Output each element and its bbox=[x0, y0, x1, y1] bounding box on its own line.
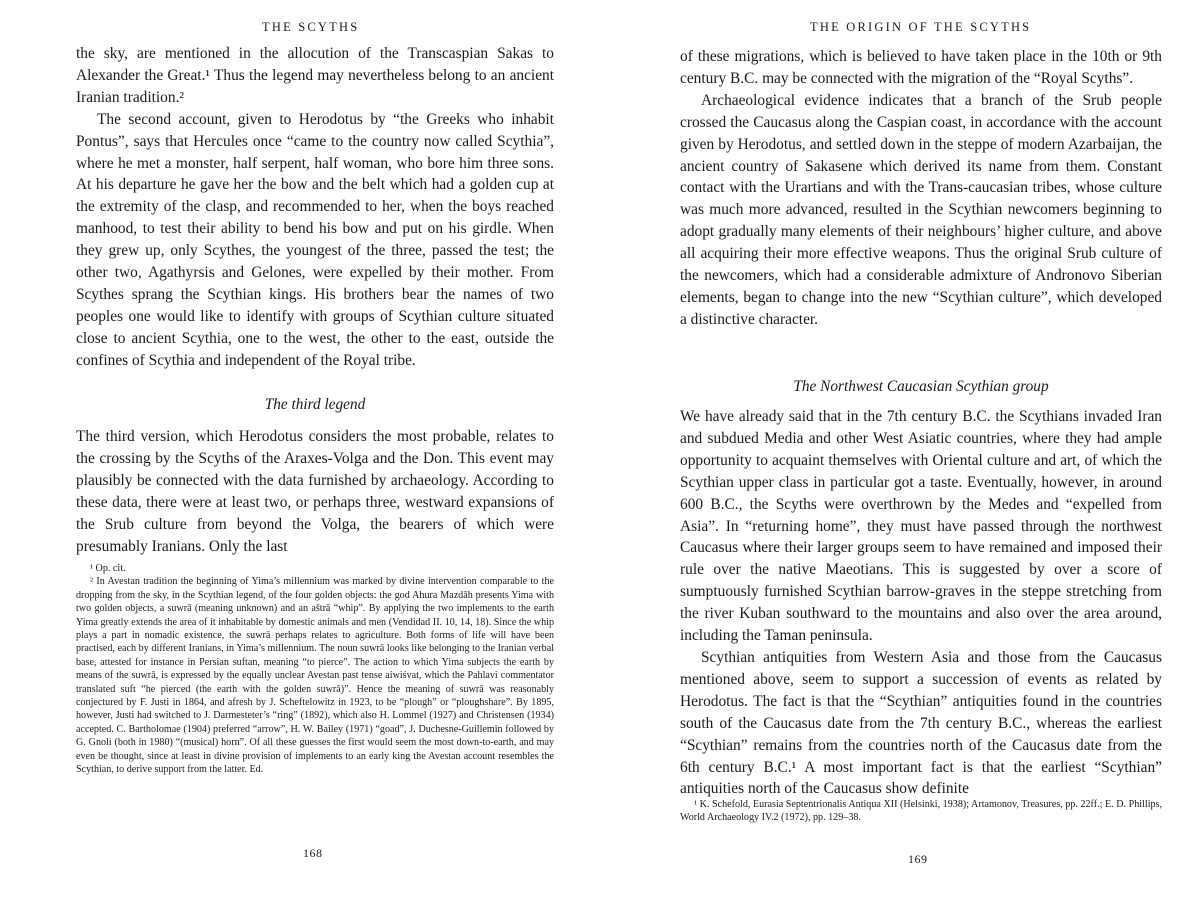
footnotes bbox=[680, 798, 1162, 825]
left-page bbox=[0, 0, 590, 897]
footnotes bbox=[76, 562, 554, 777]
paragraph: Scythian antiquities from Western Asia and those from the Caucasus mentioned above, seem to support a succession of events as related by Herodotus. The fact is that the “Scythian” antiquities found in the countries south of the Caucasus date from the 7th century B.C., whereas the earliest “Scythian” remains from the countries north of the Caucasus date from the 6th century B.C.¹ A most important fact is that the earliest “Scythian” antiquities north of the Caucasus show definite bbox=[680, 648, 1162, 798]
footnote: ¹ Op. cit. bbox=[90, 563, 126, 574]
footnote: ² In Avestan tradition the beginning of Yima’s millennium was marked by divine intervention comparable to the dropping from the sky, in the Scythian legend, of the four golden objects: the god Ahura Mazdāh presents Yima with two golden objects, a suwrā (meaning unknown) and an aštrā “whip”. By applying the two implements to the earth Yima greatly extends the area of it inhabitable by domestic animals and men (Vendidad II. 10, 14, 18). Since the whip plays a part in nomadic existence, the suwrā perhaps relates to agriculture. Both forms of life will have been practised, each by different Iranians, in Yima’s millennium. The noun suwrā looks like belonging to the Iranian verbal base, attested for instance in Persian suftan, meaning “to pierce”. The action to which Yima subjects the earth by means of the suwrā, is expressed by the equally unclear Avestan past tense aiwiśvat, which the Pahlavi commentator translated suft “he pierced (the earth with the golden suwrā)”. Hence the meaning of suwrā was reasonably conjectured by F. Justi in 1864, and afresh by J. Scheftelowitz in 1923, to be “plough” or “ploughshare”. By 1895, however, Justi had switched to J. Darmesteter’s “ring” (1892), which also H. Lommel (1927) and Christensen (1934) accepted. C. Bartholomae (1904) preferred “arrow”, H. W. Bailey (1971) “goad”, J. Duchesne-Guillemin followed by G. Gnoli (both in 1980) “(musical) horn”. Of all these guesses the first would seem the most down-to-earth, and may even be thought, since at least in divine provision of implements to an early king the Avestan account resembles the Scythian, to derive support from the latter. Ed. bbox=[76, 576, 554, 776]
footnote: ¹ K. Schefold, Eurasia Septentrionalis Antiqua XII (Helsinki, 1938); Artamonov, Treasures, pp. 22ff.; E. D. Phillips, World Archaeology IV.2 (1972), pp. 129–38. bbox=[680, 799, 1162, 824]
running-head: THE SCYTHS bbox=[262, 20, 360, 34]
paragraph: Archaeological evidence indicates that a branch of the Srub people crossed the Caucasus along the Caspian coast, in accordance with the account given by Herodotus, and settled down in the steppe of modern Azarbaijan, the ancient country of Sakasene which derived its name from them. Constant contact with the Urartians and with the Trans-caucasian tribes, whose culture was much more advanced, resulted in the Scythian newcomers beginning to adopt gradually many elements of their neighbours’ higher culture, and above all acquiring their more effective weapons. Thus the original Srub culture of the newcomers, which had a considerable admixture of Andronovo Siberian elements, began to change into the new “Scythian culture”, which developed a distinctive character. bbox=[680, 91, 1162, 328]
paragraph: the sky, are mentioned in the allocution of the Transcaspian Sakas to Alexander the Great.¹ Thus the legend may nevertheless belong to an ancient Iranian tradition.² bbox=[76, 45, 554, 106]
paragraph: of these migrations, which is believed to have taken place in the 10th or 9th century B.C. may be connected with the migration of the “Royal Scyths”. bbox=[680, 48, 1162, 87]
body-text-block bbox=[680, 406, 1162, 800]
page-number: 169 bbox=[908, 852, 928, 866]
body-text-block bbox=[76, 43, 554, 372]
section-subheading: The Northwest Caucasian Scythian group bbox=[793, 378, 1049, 395]
body-text-block bbox=[680, 46, 1162, 331]
paragraph: We have already said that in the 7th century B.C. the Scythians invaded Iran and subdued Media and other West Asiatic countries, where they had ample opportunity to acquaint themselves with Oriental culture and art, of which the Scythian upper class in particular got a taste. Eventually, however, in around 600 B.C., the Scyths were overthrown by the Medes and “expelled from Asia”. In “returning home”, they must have passed through the northwest Caucasus where their larger groups seem to have remained and imposed their rule over the native Maeotians. This is suggested by over a score of sumptuously furnished Scythian barrow-graves in the steppe stretching from the river Kuban southward to the mountains and also over the area around, including the Taman peninsula. bbox=[680, 408, 1162, 645]
body-text-block bbox=[76, 426, 554, 557]
paragraph: The third version, which Herodotus considers the most probable, relates to the crossing by the Scyths of the Araxes-Volga and the Don. This event may plausibly be connected with the data furnished by archaeology. According to these data, there were at least two, or perhaps three, westward expansions of the Srub culture from beyond the Volga, the bearers of which were presumably Iranians. Only the last bbox=[76, 428, 554, 555]
paragraph: The second account, given to Herodotus by “the Greeks who inhabit Pontus”, says that Hercules once “came to the country now called Scythia”, where he met a monster, half serpent, half woman, who bore him three sons. At his departure he gave her the bow and the belt which had a golden cup at the extremity of the clasp, and recommended to her, when the boys reached manhood, to test their ability to bend his bow and put on his girdle. When they grew up, only Scythes, the youngest of the three, passed the test; the other two, Agathyrsis and Gelones, were expelled by their mother. From Scythes sprang the Scythian kings. His brothers bear the names of two peoples one would like to identify with groups of Scythian culture situated close to ancient Scythia, one to the west, the other to the east, outside the confines of Scythia and independent of the Royal tribe. bbox=[76, 110, 554, 369]
running-head: THE ORIGIN OF THE SCYTHS bbox=[810, 20, 1032, 34]
page-number: 168 bbox=[303, 846, 323, 860]
section-subheading: The third legend bbox=[264, 396, 366, 413]
right-page bbox=[620, 0, 1200, 897]
